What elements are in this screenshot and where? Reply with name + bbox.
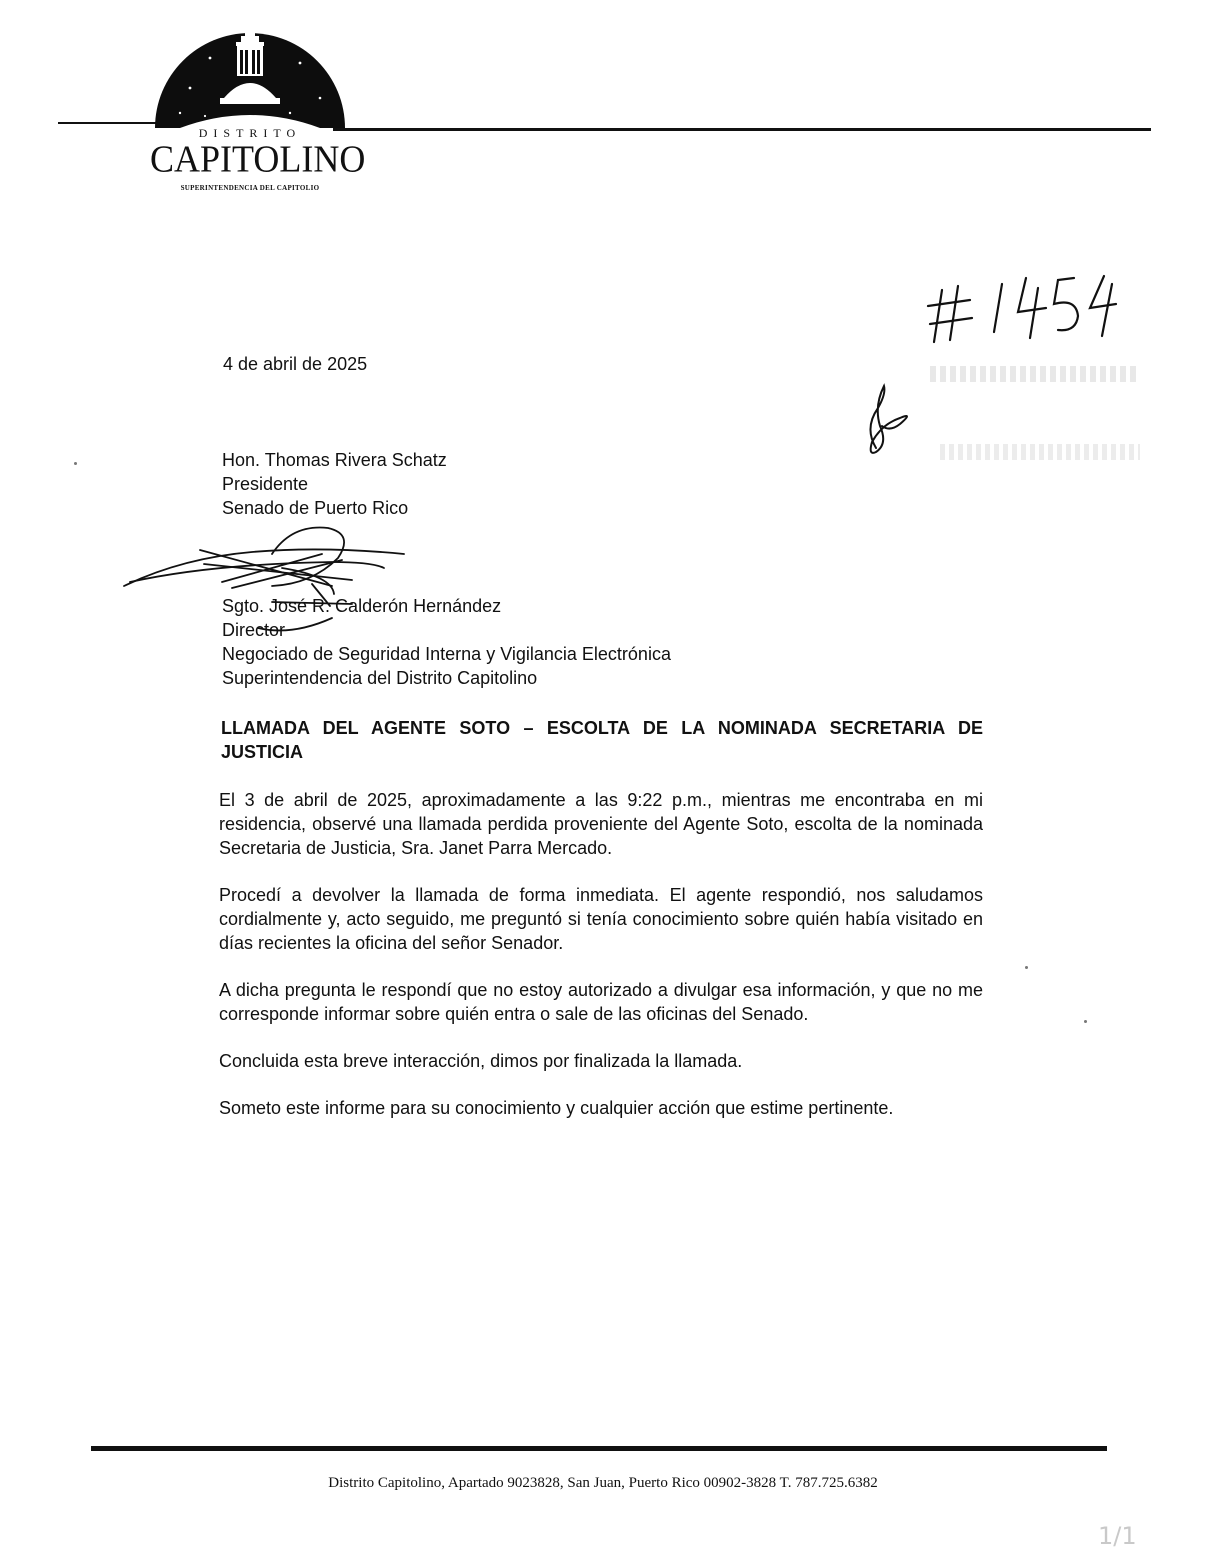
letter-body bbox=[219, 788, 983, 1143]
logo-text-capitolino: CAPITOLINO bbox=[150, 138, 366, 180]
footer-rule bbox=[91, 1446, 1107, 1451]
body-paragraph: Concluida esta breve interacción, dimos por finalizada la llamada. bbox=[219, 1051, 743, 1071]
page-indicator: 1/1 bbox=[1098, 1522, 1137, 1550]
letter-subject: LLAMADA DEL AGENTE SOTO – ESCOLTA DE LA NOMINADA SECRETARIA DE JUSTICIA bbox=[221, 718, 983, 762]
sender-organization: Superintendencia del Distrito Capitolino bbox=[222, 668, 538, 688]
capitol-dome-emblem-icon bbox=[150, 18, 350, 138]
sender-title: Director bbox=[222, 620, 286, 640]
sender-department: Negociado de Seguridad Interna y Vigilancia Electrónica bbox=[222, 644, 671, 664]
header-rule-right bbox=[333, 128, 1151, 131]
scan-speck bbox=[1084, 1020, 1087, 1023]
body-paragraph: El 3 de abril de 2025, aproximadamente a las 9:22 p.m., mientras me encontraba en mi residencia, observé una llamada perdida proveniente del Agente Soto, escolta de la nominada Secretaria de Justicia, Sra. Janet Parra Mercado. bbox=[219, 790, 983, 858]
letter-date: 4 de abril de 2025 bbox=[223, 354, 368, 374]
addressee-block bbox=[222, 448, 447, 520]
body-paragraph: A dicha pregunta le respondí que no estoy autorizado a divulgar esa información, y que no me corresponde informar sobre quién entra o sale de las oficinas del Senado. bbox=[219, 980, 983, 1024]
scan-speck bbox=[1025, 966, 1028, 969]
handwritten-signature bbox=[122, 524, 412, 642]
addressee-name: Hon. Thomas Rivera Schatz bbox=[222, 450, 447, 470]
faded-stamp-text bbox=[940, 444, 1140, 460]
capitolino-logo bbox=[150, 18, 366, 192]
handwritten-initial-mark bbox=[860, 378, 920, 458]
logo-text-superintendencia: SUPERINTENDENCIA DEL CAPITOLIO bbox=[180, 184, 320, 192]
scan-speck bbox=[74, 462, 77, 465]
sender-name: Sgto. José R. Calderón Hernández bbox=[222, 596, 502, 616]
addressee-title: Presidente bbox=[222, 474, 309, 494]
header-rule-left bbox=[58, 122, 158, 124]
footer-address: Distrito Capitolino, Apartado 9023828, San Juan, Puerto Rico 00902-3828 T. 787.725.6382 bbox=[328, 1475, 878, 1491]
faded-stamp-text bbox=[930, 366, 1140, 382]
logo-text-distrito: DISTRITO bbox=[198, 126, 302, 140]
addressee-organization: Senado de Puerto Rico bbox=[222, 498, 409, 518]
body-paragraph: Someto este informe para su conocimiento y cualquier acción que estime pertinente. bbox=[219, 1098, 894, 1118]
body-paragraph: Procedí a devolver la llamada de forma inmediata. El agente respondió, nos saludamos cordialmente y, acto seguido, me preguntó si tenía conocimiento sobre quién había visitado en días recientes la oficina del señor Senador. bbox=[219, 885, 983, 953]
handwritten-number bbox=[926, 268, 1126, 348]
